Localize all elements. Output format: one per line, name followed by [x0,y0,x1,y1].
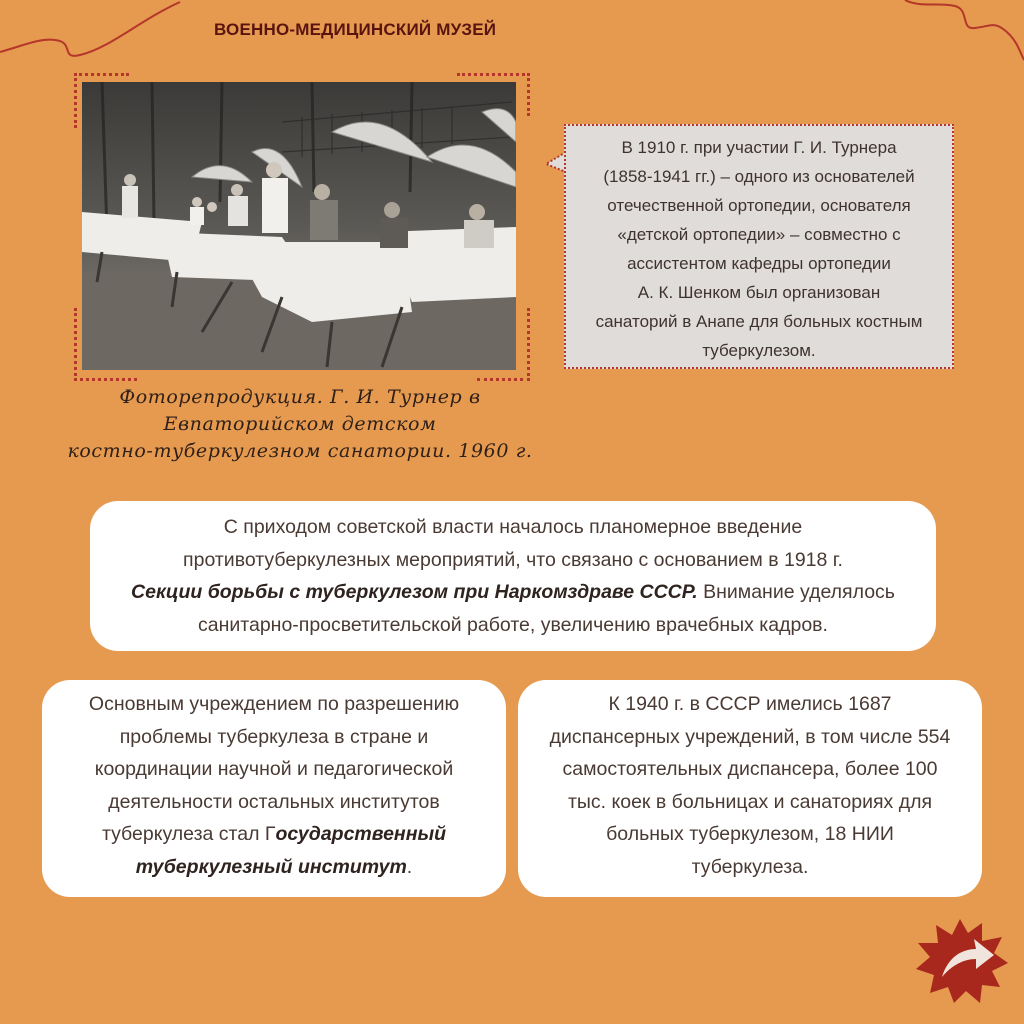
caption-line: Фоторепродукция. Г. И. Турнер в [119,386,481,408]
card-line: больных туберкулезом, 18 НИИ [606,823,894,845]
statistics-card [518,680,982,897]
card-line: С приходом советской власти началось планомерное введение [223,516,803,538]
speech-line: В 1910 г. при участии Г. И. Турнера [621,138,897,157]
historical-photo [82,82,516,370]
card-line [58,818,490,851]
institute-card [42,680,506,897]
section-name: Секции борьбы с туберкулезом при Наркомздраве СССР. [131,581,698,603]
card-line: деятельности остальных институтов [108,790,440,813]
card-text: туберкулеза стал Г [101,823,276,845]
speech-line: «детской ортопедии» – совместно с [617,225,901,244]
card-line: противотуберкулезных мероприятий, что связано с основанием в 1918 г. [183,548,843,571]
card-line: диспансерных учреждений, в том числе 554 [549,725,951,748]
card-line: самостоятельных диспансера, более 100 [562,758,938,780]
card-line: санитарно-просветительской работе, увеличению врачебных кадров. [198,613,828,636]
card-text: . [406,855,413,878]
speech-line: (1858-1941 гг.) – одного из основателей [603,167,915,186]
card-line: К 1940 г. в СССР имелись 1687 [608,693,892,715]
speech-line: ассистентом кафедры ортопедии [627,254,891,273]
top-left-squiggle [0,0,200,70]
info-speech-box [564,124,954,369]
card-line: проблемы туберкулеза в стране и [119,725,429,748]
speech-line: туберкулезом. [702,341,816,360]
next-arrow-icon [910,915,1010,1005]
museum-title: ВОЕННО-МЕДИЦИНСКИЙ МУЗЕЙ [214,20,497,39]
next-slide-button[interactable] [910,915,1010,1005]
card-line: тыс. коек в больницах и санаториях для [567,790,933,813]
caption-line: Евпаторийском детском [163,413,437,435]
institute-name: туберкулезный институт [135,855,407,878]
card-line [108,576,918,609]
photo-caption [50,384,550,465]
caption-line: костно-туберкулезном санатории. 1960 г. [67,440,533,462]
card-line: туберкулеза. [691,855,809,878]
card-line [58,851,490,884]
speech-line: санаторий в Анапе для больных костным [595,312,923,331]
speech-line: отечественной ортопедии, основателя [607,196,911,215]
card-line: координации научной и педагогической [94,758,454,780]
card-line: Основным учреждением по разрешению [88,693,460,715]
soviet-period-card [90,501,936,651]
speech-line: А. К. Шенком был организован [637,283,881,302]
card-text: Внимание уделялось [697,581,895,603]
top-right-squiggle [900,0,1024,70]
institute-name: осударственный [275,823,447,845]
